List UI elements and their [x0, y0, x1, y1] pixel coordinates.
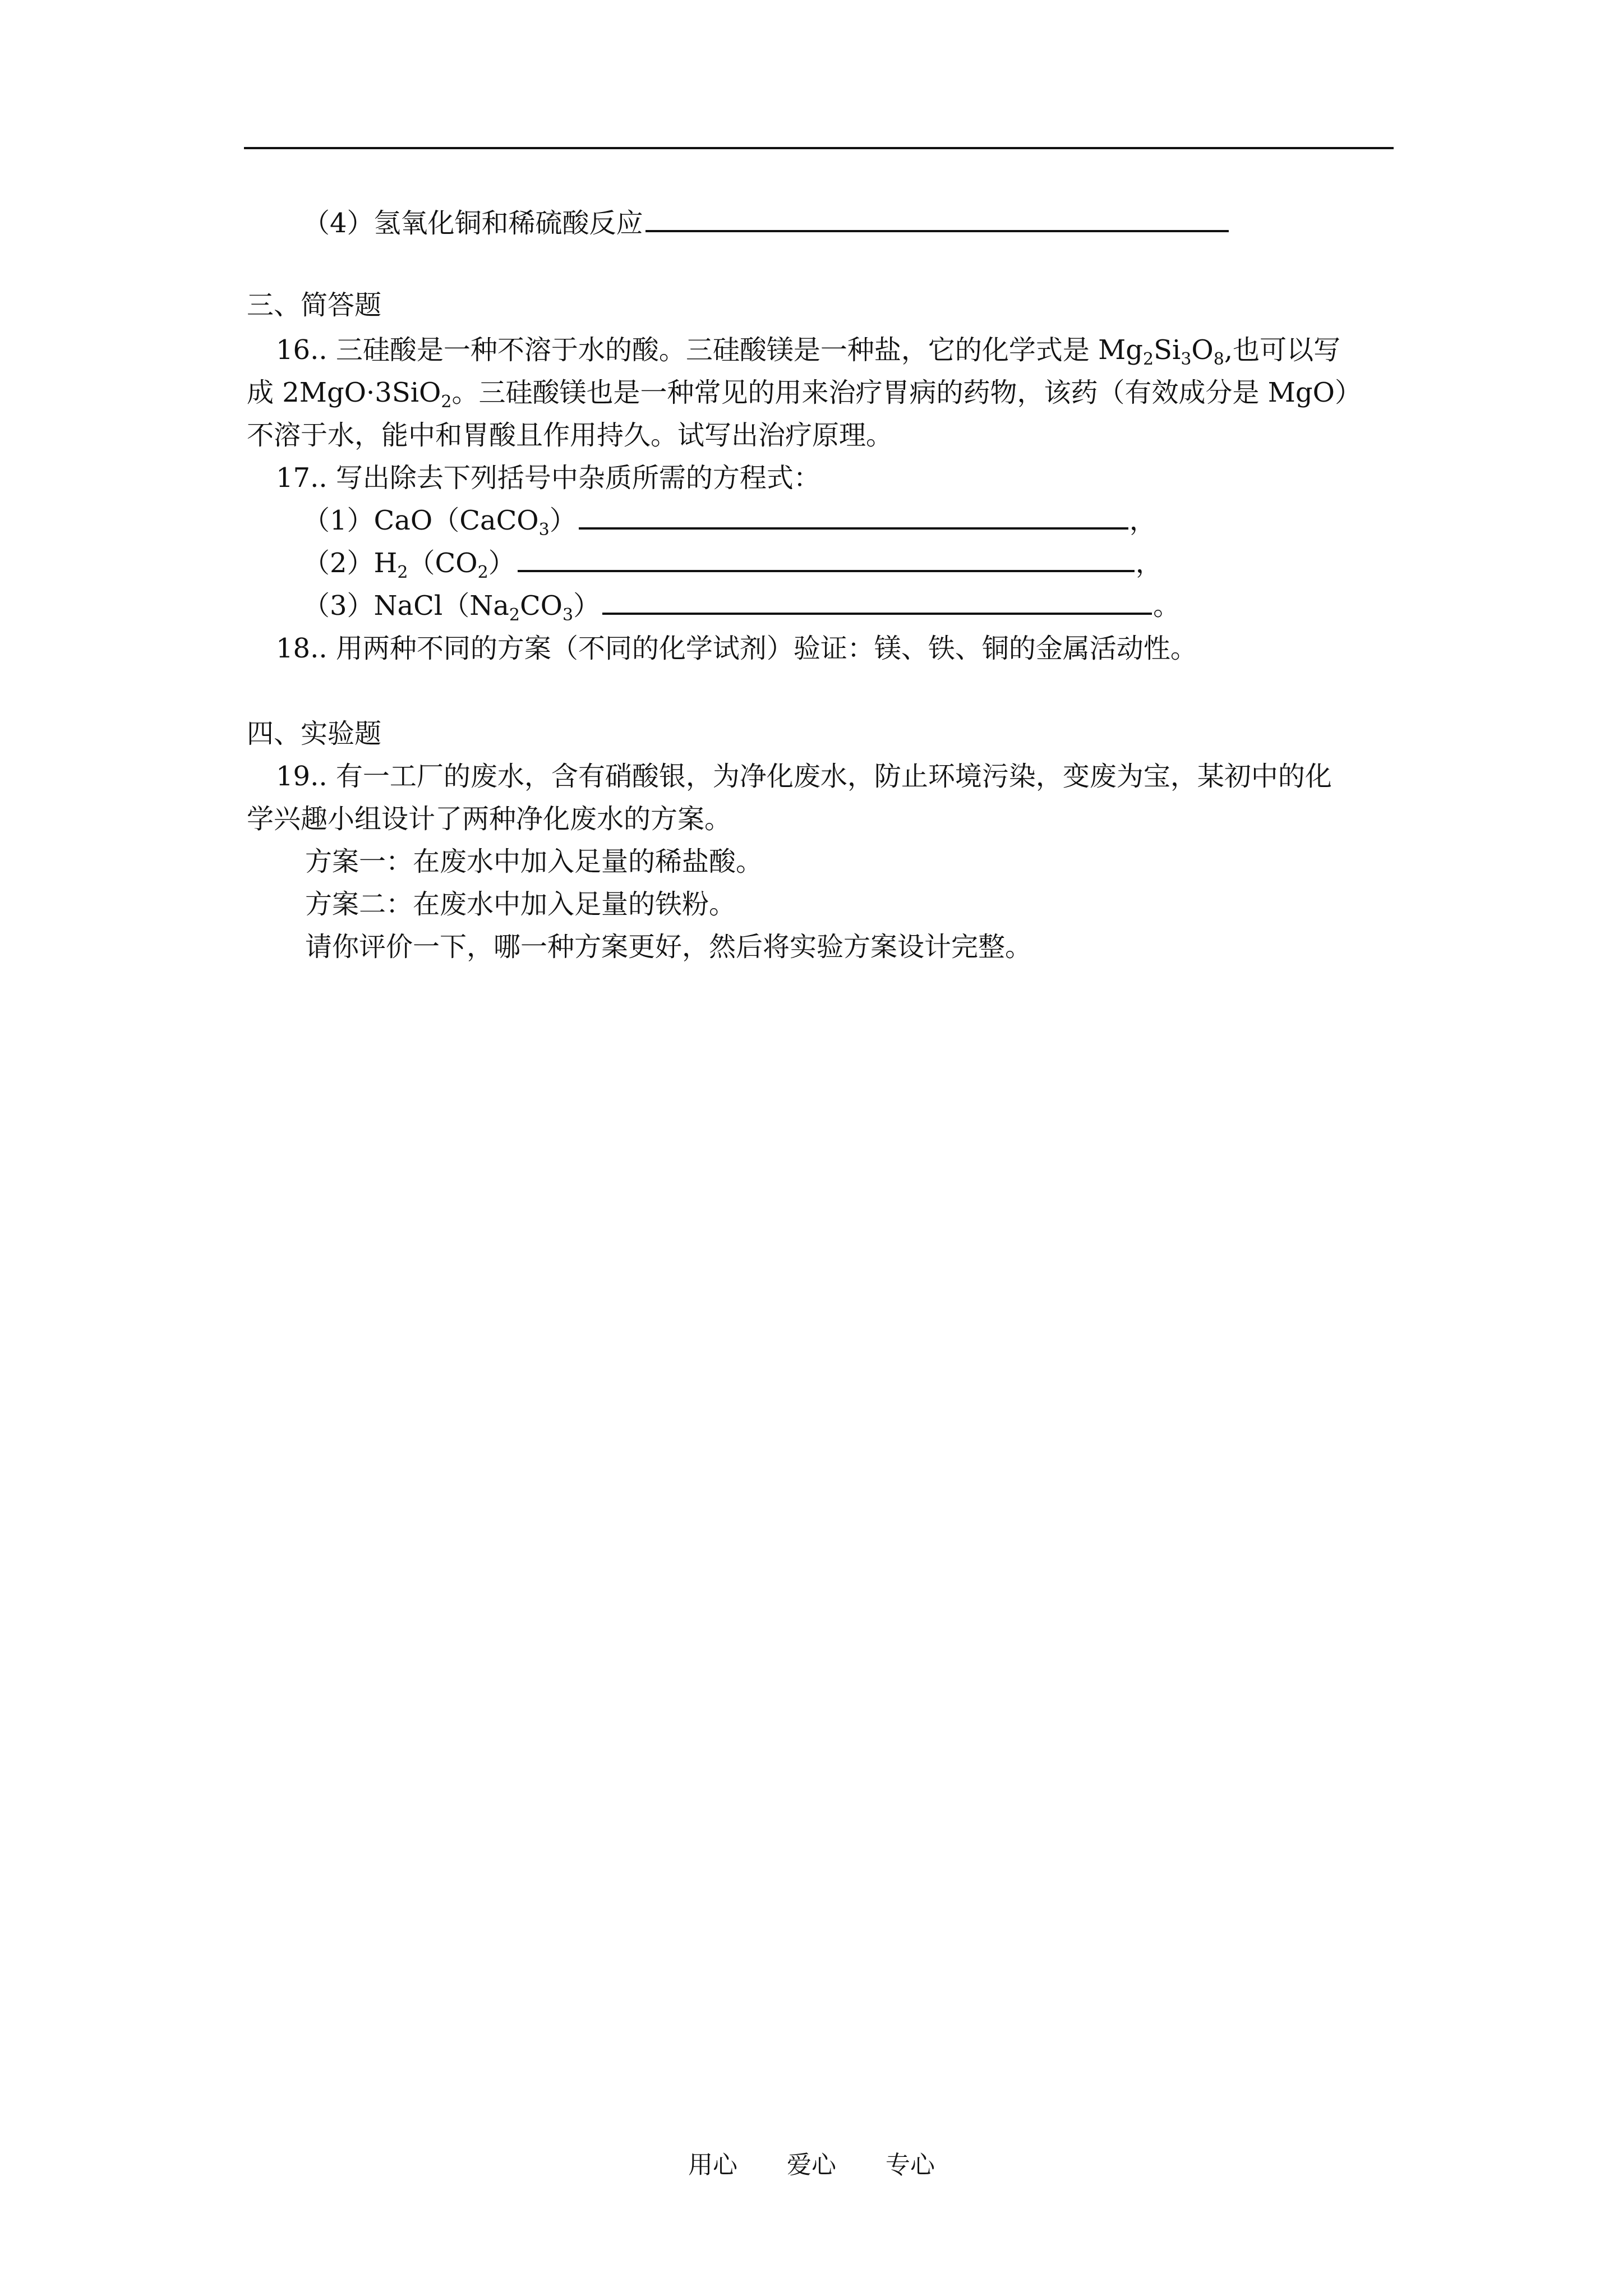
punctuation: 。 [1153, 590, 1181, 622]
subscript: 2 [441, 392, 452, 412]
subscript: 8 [1213, 349, 1224, 369]
q16-line2 [247, 375, 1362, 411]
section3-title: 三、简答题 [247, 289, 382, 321]
q15-item4 [303, 205, 1230, 241]
punctuation: ， [1129, 505, 1156, 536]
q19-line1: 19.. 有一工厂的废水，含有硝酸银，为净化废水，防止环境污染，变废为宝，某初中的化 [276, 761, 1332, 792]
formula-part: O [1191, 334, 1214, 366]
subscript: 3 [562, 605, 574, 625]
q17-item1 [303, 503, 1156, 539]
q19-ask: 请你评价一下，哪一种方案更好，然后将实验方案设计完整。 [305, 931, 1032, 963]
q19-plan1: 方案一：在废水中加入足量的稀盐酸。 [305, 846, 763, 877]
q16-line3: 不溶于水，能中和胃酸且作用持久。试写出治疗原理。 [247, 420, 893, 451]
q17-item2-text: （2）H [303, 547, 398, 579]
q17-item3 [303, 588, 1180, 624]
q16-text: 成 2MgO·3SiO [247, 377, 441, 408]
answer-blank[interactable] [602, 588, 1152, 615]
subscript: 2 [477, 563, 488, 582]
q17-item3-text: （3）NaCl（Na [303, 590, 509, 622]
punctuation: ， [1135, 547, 1163, 579]
subscript: 2 [509, 605, 520, 625]
footer-word: 爱心 [787, 2151, 836, 2179]
answer-blank[interactable] [518, 545, 1135, 572]
page-footer [0, 2148, 1623, 2182]
q16-text: 16.. 三硅酸是一种不溶于水的酸。三硅酸镁是一种盐，它的化学式是 Mg [276, 334, 1143, 366]
subscript: 2 [397, 563, 408, 582]
q16-text: ,也可以写 [1224, 334, 1341, 366]
q18-text: 18.. 用两种不同的方案（不同的化学试剂）验证：镁、铁、铜的金属活动性。 [276, 633, 1197, 664]
section4-title: 四、实验题 [247, 718, 382, 749]
header-rule [244, 147, 1394, 149]
q15-item4-label: （4）氢氧化铜和稀硫酸反应 [303, 208, 643, 239]
q17-stem: 17.. 写出除去下列括号中杂质所需的方程式： [276, 462, 820, 494]
q16-text: 。三硅酸镁也是一种常见的用来治疗胃病的药物，该药（有效成分是 MgO） [451, 377, 1362, 408]
q17-item2-text: ） [488, 547, 515, 579]
answer-blank[interactable] [645, 205, 1229, 232]
answer-blank[interactable] [579, 503, 1128, 530]
q17-item2 [303, 545, 1163, 581]
q19-line2: 学兴趣小组设计了两种净化废水的方案。 [247, 803, 732, 835]
subscript: 3 [1181, 349, 1192, 369]
q17-item1-text: ） [549, 505, 577, 536]
footer-word: 专心 [886, 2151, 935, 2179]
q19-plan2: 方案二：在废水中加入足量的铁粉。 [305, 889, 736, 920]
q16-line1 [276, 332, 1340, 368]
formula-part: Si [1154, 334, 1181, 366]
q17-item1-text: （1）CaO（CaCO [303, 505, 539, 536]
q17-item3-text: CO [519, 590, 563, 622]
subscript: 2 [1143, 349, 1154, 369]
q17-item3-text: ） [573, 590, 601, 622]
q17-item2-text: （CO [408, 547, 478, 579]
subscript: 3 [538, 520, 550, 540]
footer-word: 用心 [688, 2151, 737, 2179]
